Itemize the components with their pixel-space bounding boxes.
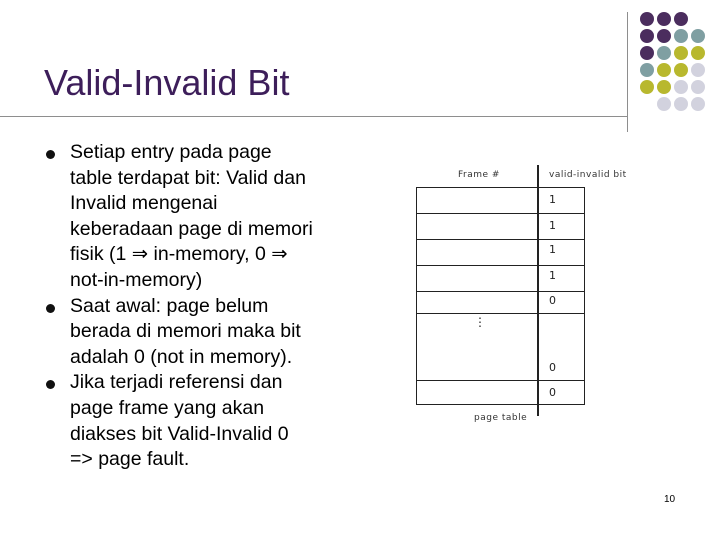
decorative-dot (691, 97, 705, 111)
bullet-item-1 (44, 140, 374, 294)
decorative-dot (657, 29, 671, 43)
bullet-line: berada di memori maka bit (70, 320, 301, 343)
decorative-dot (691, 46, 705, 60)
bit-value: 0 (549, 386, 556, 399)
bit-value: 1 (549, 243, 556, 256)
bullet-line: adalah 0 (not in memory). (70, 345, 293, 368)
bullet-list (44, 140, 374, 473)
bullet-line: Jika terjadi referensi dan (70, 371, 283, 394)
bullet-line: Invalid mengenai (70, 192, 218, 215)
bit-value: 1 (549, 269, 556, 282)
table-row-line (416, 313, 585, 314)
bit-value: 1 (549, 219, 556, 232)
bullet-item-3 (44, 370, 374, 472)
table-row-line (416, 239, 585, 240)
decorative-dot (640, 29, 654, 43)
decorative-dot (657, 80, 671, 94)
decorative-dot (674, 46, 688, 60)
table-row-line (416, 265, 585, 266)
table-row-line (416, 291, 585, 292)
bit-value: 0 (549, 294, 556, 307)
decorative-dot (691, 80, 705, 94)
table-row-line (416, 380, 585, 381)
decorative-dot (691, 63, 705, 77)
bullet-line: => page fault. (70, 448, 190, 471)
page-table-caption: page table (474, 413, 528, 423)
decorative-dot (674, 97, 688, 111)
decorative-dot (657, 97, 671, 111)
decorative-dot (640, 46, 654, 60)
decorative-dot (674, 80, 688, 94)
bit-value: 0 (549, 361, 556, 374)
decorative-dot (640, 12, 654, 26)
bullet-line: Setiap entry pada page (70, 141, 272, 163)
frame-number-column (416, 187, 537, 405)
valid-invalid-column (539, 187, 585, 405)
decorative-dot (674, 12, 688, 26)
ellipsis-vertical: ⋮ (474, 315, 486, 329)
bullet-line: table terdapat bit: Valid dan (70, 166, 306, 189)
bullet-dot-icon (46, 304, 55, 313)
decorative-dot (640, 80, 654, 94)
bit-value: 1 (549, 193, 556, 206)
decorative-dot (657, 12, 671, 26)
bullet-line: keberadaan page di memori (70, 217, 313, 240)
bullet-line: diakses bit Valid-Invalid 0 (70, 422, 289, 445)
table-row-line (416, 213, 585, 214)
title-divider (0, 116, 628, 117)
page-table-figure (414, 162, 654, 432)
decorative-dot (657, 46, 671, 60)
decorative-vertical-line (627, 12, 628, 132)
page-number: 10 (664, 494, 676, 505)
decorative-dot (674, 29, 688, 43)
decorative-dot (657, 63, 671, 77)
frame-number-header: Frame # (458, 170, 500, 180)
decorative-dot (640, 63, 654, 77)
bullet-dot-icon (46, 150, 55, 159)
decorative-dot (674, 63, 688, 77)
bullet-item-2 (44, 294, 374, 371)
decorative-dot (691, 29, 705, 43)
bullet-line: Saat awal: page belum (70, 294, 269, 317)
slide-title: Valid-Invalid Bit (44, 62, 290, 103)
bullet-line: page frame yang akan (70, 396, 265, 419)
valid-invalid-bit-header: valid-invalid bit (549, 170, 627, 180)
bullet-line: not-in-memory) (70, 268, 203, 291)
bullet-dot-icon (46, 380, 55, 389)
bullet-line: fisik (1 ⇒ in-memory, 0 ⇒ (70, 243, 288, 266)
